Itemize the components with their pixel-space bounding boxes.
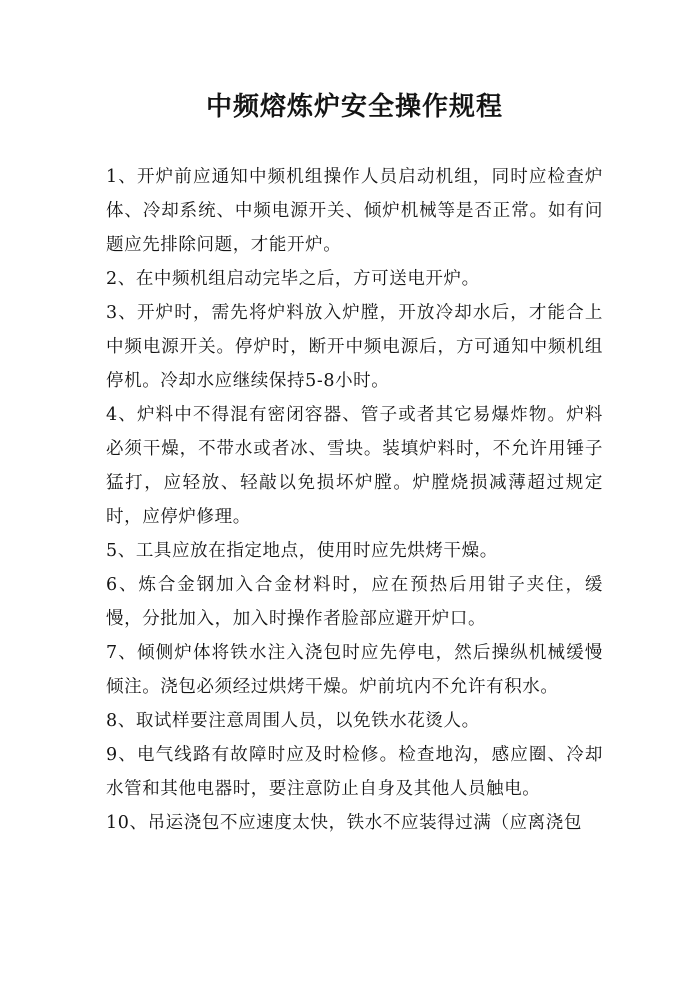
clause-10: 10、吊运浇包不应速度太快，铁水不应装得过满（应离浇包: [106, 813, 582, 833]
clause-4: 4、炉料中不得混有密闭容器、管子或者其它易爆炸物。炉料必须干燥，不带水或者冰、雪块。装填炉料时，不允许用锤子猛打，应轻放、轻敲以免损坏炉膛。炉膛烧损减薄超过规定时，应停炉修理。: [106, 405, 603, 527]
clause-5: 5、工具应放在指定地点，使用时应先烘烤干燥。: [106, 541, 498, 561]
clause-list: [106, 160, 603, 840]
clause-9: 9、电气线路有故障时应及时检修。检查地沟，感应圈、冷却水管和其他电器时，要注意防止自身及其他人员触电。: [106, 745, 603, 799]
clause-3: 3、开炉时，需先将炉料放入炉膛，开放冷却水后，才能合上中频电源开关。停炉时，断开中频电源后，方可通知中频机组停机。冷却水应继续保持5-8小时。: [106, 303, 603, 391]
document-title: 中频熔炼炉安全操作规程: [205, 92, 503, 122]
clause-7: 7、倾侧炉体将铁水注入浇包时应先停电，然后操纵机械缓慢倾注。浇包必须经过烘烤干燥。炉前坑内不允许有积水。: [106, 643, 603, 697]
clause-8: 8、取试样要注意周围人员，以免铁水花烫人。: [106, 711, 480, 731]
clause-6: 6、炼合金钢加入合金材料时，应在预热后用钳子夹住，缓慢，分批加入，加入时操作者脸部应避开炉口。: [106, 575, 603, 629]
clause-1: 1、开炉前应通知中频机组操作人员启动机组，同时应检查炉体、冷却系统、中频电源开关、倾炉机械等是否正常。如有问题应先排除问题，才能开炉。: [106, 167, 603, 255]
clause-2: 2、在中频机组启动完毕之后，方可送电开炉。: [106, 269, 480, 289]
